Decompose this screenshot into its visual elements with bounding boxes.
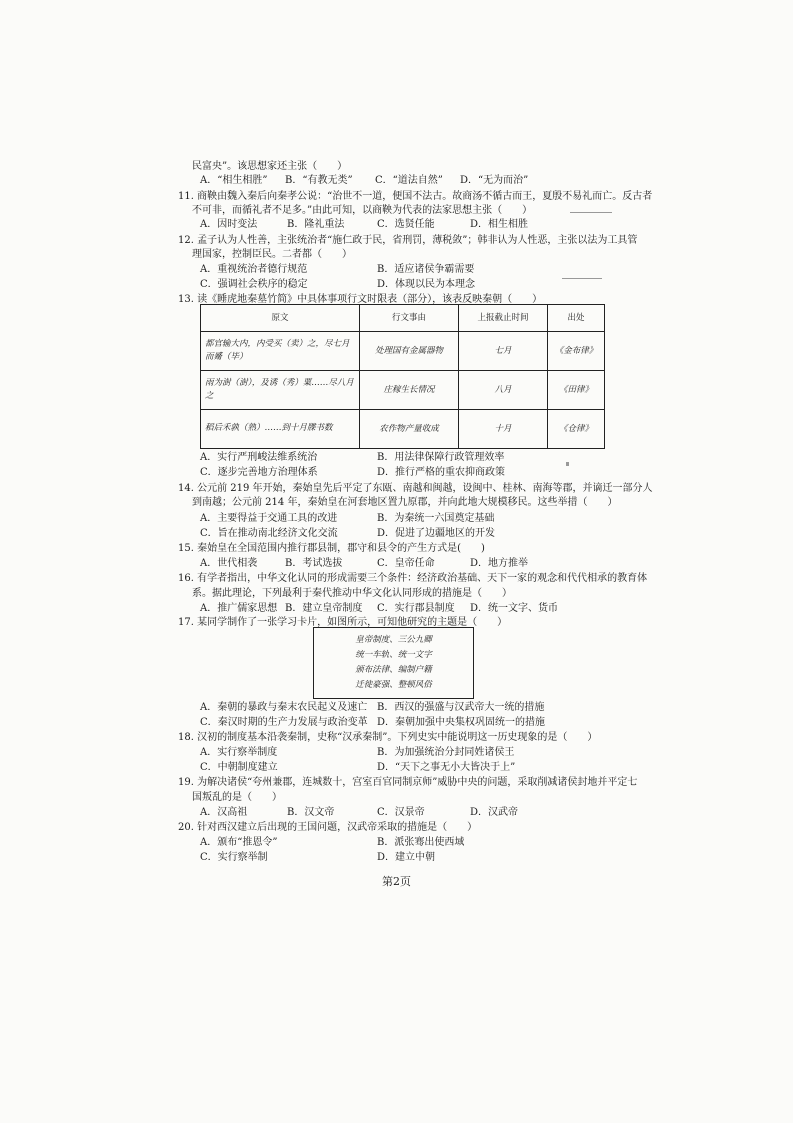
option-b[interactable]: B．隆礼重法 (287, 219, 345, 230)
table-cell: 处理国有金属器物 (360, 332, 459, 371)
option-b[interactable]: B．考试选拔 (285, 558, 343, 569)
card-line: 迁徙豪强、整顿风俗 (355, 680, 432, 690)
option-a[interactable]: A．秦朝的暴政与秦末农民起义及速亡 (200, 702, 368, 713)
table-row (201, 371, 605, 410)
page-number: 第2页 (382, 875, 411, 888)
question-15-stem: 15. 秦始皇在全国范围内推行郡县制，郡守和县令的产生方式是( ) (178, 543, 485, 554)
question-11-stem-line1: 11. 商鞅由魏入秦后向秦孝公说：“治世不一道，便国不法古。故商汤不循古而王，夏殷不易礼而亡。反古者 (178, 191, 653, 202)
option-d[interactable]: D．汉武帝 (470, 807, 519, 818)
study-card (313, 627, 474, 699)
option-c[interactable]: C．选贤任能 (377, 219, 435, 230)
question-number: 19. (178, 777, 194, 788)
option-c[interactable]: C．皇帝任命 (377, 558, 435, 569)
option-d[interactable]: D．秦朝加强中央集权巩固统一的措施 (377, 717, 546, 728)
question-number: 18. (178, 732, 194, 743)
column-header: 上报截止时间 (459, 305, 548, 332)
option-a[interactable]: A．推广儒家思想 (200, 603, 278, 614)
scan-speck (570, 212, 612, 213)
question-20-stem: 20. 针对西汉建立后出现的王国问题，汉武帝采取的措施是（ ） (178, 822, 478, 833)
statute-deadline-table (200, 304, 605, 449)
option-d[interactable]: D．“无为而治” (460, 175, 529, 186)
card-line: 皇帝制度、三公九卿 (355, 635, 432, 645)
option-a[interactable]: A．“相生相胜” (200, 175, 268, 186)
option-d[interactable]: D．体现以民为本理念 (377, 279, 476, 290)
option-a[interactable]: A．实行察举制度 (200, 747, 278, 758)
question-14-stem-line1: 14. 公元前 219 年开始，秦始皇先后平定了东瓯、南越和闽越，设闽中、桂林、南海等郡，并谪迁一部分人 (178, 483, 653, 494)
scan-speck (566, 462, 569, 466)
option-b[interactable]: B．“有教无类” (285, 175, 353, 186)
card-line: 统一车轨、统一文字 (355, 650, 432, 660)
table-row (201, 410, 605, 449)
option-c[interactable]: C．逐步完善地方治理体系 (200, 467, 318, 478)
table-cell: 《金布律》 (548, 332, 605, 371)
question-13-stem: 13. 读《睡虎地秦墓竹简》中具体事项行文时限表（部分），该表反映秦朝（ ） (178, 294, 543, 305)
scan-speck (562, 278, 602, 279)
option-c[interactable]: C．旨在推动南北经济文化交流 (200, 528, 338, 539)
table-cell: 稻后禾孰（熟）……到十月牒书数 (201, 410, 360, 449)
question-number: 14. (178, 483, 194, 494)
option-a[interactable]: A．重视统治者德行规范 (200, 264, 308, 275)
question-12-stem-line2: 理国家，控制臣民。二者都（ ） (192, 249, 352, 260)
option-b[interactable]: B．为秦统一六国奠定基础 (377, 513, 495, 524)
option-a[interactable]: A．因时变法 (200, 219, 258, 230)
card-line: 颁布法律、编制户籍 (355, 665, 432, 675)
column-header: 原文 (201, 305, 360, 332)
question-number: 20. (178, 822, 194, 833)
option-c[interactable]: C．秦汉时期的生产力发展与政治变革 (200, 717, 368, 728)
option-b[interactable]: B．派张骞出使西域 (377, 837, 465, 848)
table-cell: 七月 (459, 332, 548, 371)
option-c[interactable]: C．强调社会秩序的稳定 (200, 279, 308, 290)
table-cell: 《仓律》 (548, 410, 605, 449)
table-cell: 农作物产量收成 (360, 410, 459, 449)
option-d[interactable]: D．建立中朝 (377, 852, 436, 863)
option-c[interactable]: C．汉景帝 (377, 807, 425, 818)
question-11-stem-line2: 不可非，而循礼者不足多。”由此可知，以商鞅为代表的法家思想主张（ ） (192, 205, 533, 216)
question-number: 11. (178, 191, 194, 202)
option-b[interactable]: B．适应诸侯争霸需要 (377, 264, 475, 275)
option-d[interactable]: D．地方推举 (470, 558, 529, 569)
question-12-stem-line1: 12. 孟子认为人性善，主张统治者“施仁政于民，省刑罚，薄税敛”；韩非认为人性恶，主张以法为工具管 (178, 235, 638, 246)
table-cell: 庄稼生长情况 (360, 371, 459, 410)
option-a[interactable]: A．颁布“推恩令” (200, 837, 278, 848)
question-16-stem-line2: 系。据此理论，下列最利于秦代推动中华文化认同形成的措施是（ ） (192, 588, 512, 599)
option-a[interactable]: A．世代相袭 (200, 558, 258, 569)
option-b[interactable]: B．建立皇帝制度 (285, 603, 363, 614)
option-d[interactable]: D．促进了边疆地区的开发 (377, 528, 496, 539)
question-number: 12. (178, 235, 194, 246)
option-c[interactable]: C．实行郡县制度 (377, 603, 455, 614)
question-number: 16. (178, 573, 194, 584)
table-cell: 都官输大内，内受买（卖）之，尽七月而觱（毕） (201, 332, 360, 371)
option-b[interactable]: B．西汉的强盛与汉武帝大一统的措施 (377, 702, 545, 713)
option-a[interactable]: A．实行严刑峻法维系统治 (200, 452, 318, 463)
option-c[interactable]: C．“道法自然” (375, 175, 443, 186)
option-b[interactable]: B．用法律保障行政管理效率 (377, 452, 505, 463)
question-19-stem-line2: 国叛乱的是（ ） (192, 792, 282, 803)
question-14-stem-line2: 到南越；公元前 214 年，秦始皇在河套地区置九原郡，并向此地大规模移民。这些举措（ ） (192, 497, 618, 508)
table-row (201, 332, 605, 371)
option-d[interactable]: D．“天下之事无小大皆决于上” (377, 762, 516, 773)
question-18-stem: 18. 汉初的制度基本沿袭秦制，史称“汉承秦制”。下列史实中能说明这一历史现象的是（ ） (178, 732, 598, 743)
option-a[interactable]: A．主要得益于交通工具的改进 (200, 513, 338, 524)
option-d[interactable]: D．相生相胜 (470, 219, 529, 230)
column-header: 行文事由 (360, 305, 459, 332)
option-c[interactable]: C．实行察举制 (200, 852, 268, 863)
question-16-stem-line1: 16. 有学者指出，中华文化认同的形成需要三个条件：经济政治基础、天下一家的观念和代代相承的教育体 (178, 573, 648, 584)
question-number: 15. (178, 543, 194, 554)
question-19-stem-line1: 19. 为解决诸侯“夸州兼郡，连城数十，宫室百官同制京师”威胁中央的问题，采取削减诸侯封地并平定七 (178, 777, 638, 788)
option-b[interactable]: B．为加强统治分封同姓诸侯王 (377, 747, 515, 758)
option-b[interactable]: B．汉文帝 (287, 807, 335, 818)
column-header: 出处 (548, 305, 605, 332)
table-header-row (201, 305, 605, 332)
table-cell: 八月 (459, 371, 548, 410)
question-17-stem: 17. 某同学制作了一张学习卡片，如图所示，可知他研究的主题是（ ） (178, 617, 508, 628)
question-number: 13. (178, 294, 194, 305)
option-d[interactable]: D．推行严格的重农抑商政策 (377, 467, 506, 478)
table-cell: 十月 (459, 410, 548, 449)
option-c[interactable]: C．中朝制度建立 (200, 762, 278, 773)
option-d[interactable]: D．统一文字、货币 (470, 603, 559, 614)
table-cell: 《田律》 (548, 371, 605, 410)
question-number: 17. (178, 617, 194, 628)
table-cell: 雨为澍（澍），及诱（秀）粟……尽八月之 (201, 371, 360, 410)
continued-question-stem: 民富央”。该思想家还主张（ ） (192, 161, 348, 172)
option-a[interactable]: A．汉高祖 (200, 807, 248, 818)
